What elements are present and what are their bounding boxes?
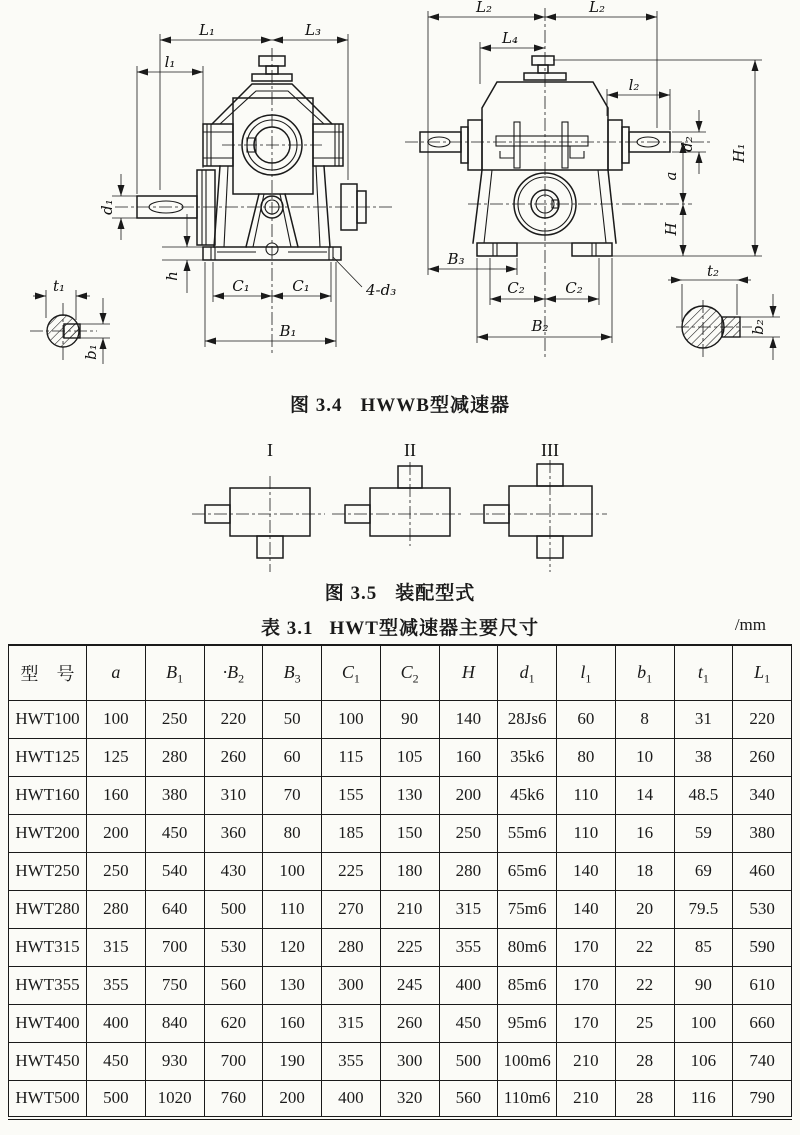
value-cell: 55m6 [498,814,557,852]
figure-3-5-caption [0,578,800,605]
value-cell: 130 [380,776,439,814]
column-header: $C_2$ [380,645,439,700]
table-row [9,928,792,966]
assembly-type-2-label: II [404,440,416,460]
value-cell: 355 [439,928,498,966]
value-cell: 100 [87,700,146,738]
value-cell: 140 [557,890,616,928]
model-cell: HWT125 [9,738,87,776]
table-row [9,1042,792,1080]
dim-label-L2a: L₂ [476,0,492,16]
value-cell: 25 [615,1004,674,1042]
value-cell: 160 [263,1004,322,1042]
value-cell: 790 [733,1080,792,1118]
value-cell: 530 [204,928,263,966]
dim-label-t2: t₂ [706,262,720,280]
table-row [9,700,792,738]
value-cell: 31 [674,700,733,738]
value-cell: 260 [380,1004,439,1042]
value-cell: 28Js6 [498,700,557,738]
value-cell: 100 [674,1004,733,1042]
value-cell: 315 [87,928,146,966]
dim-label-L1: L₁ [199,21,215,39]
value-cell: 200 [263,1080,322,1118]
table-row [9,890,792,928]
figure-3-4-title: HWWB型减速器 [360,395,510,416]
column-header: $d_1$ [498,645,557,700]
value-cell: 300 [380,1042,439,1080]
dim-label-H: H [662,222,680,236]
value-cell: 8 [615,700,674,738]
value-cell: 220 [733,700,792,738]
figure-3-4-number: 图 3.4 [290,395,343,416]
value-cell: 180 [380,852,439,890]
value-cell: 355 [322,1042,381,1080]
value-cell: 110 [557,776,616,814]
value-cell: 116 [674,1080,733,1118]
column-header: $L_1$ [733,645,792,700]
value-cell: 115 [322,738,381,776]
value-cell: 120 [263,928,322,966]
value-cell: 79.5 [674,890,733,928]
value-cell: 700 [204,1042,263,1080]
value-cell: 100m6 [498,1042,557,1080]
dim-label-t1: t₁ [52,277,66,295]
value-cell: 340 [733,776,792,814]
dim-label-B1: B₁ [279,322,297,340]
dimension-table [8,644,792,1120]
value-cell: 140 [439,700,498,738]
value-cell: 90 [674,966,733,1004]
value-cell: 250 [145,700,204,738]
value-cell: 170 [557,1004,616,1042]
value-cell: 400 [87,1004,146,1042]
value-cell: 320 [380,1080,439,1118]
value-cell: 355 [87,966,146,1004]
dim-label-C2b: C₂ [565,279,583,297]
value-cell: 10 [615,738,674,776]
value-cell: 140 [557,852,616,890]
value-cell: 450 [145,814,204,852]
value-cell: 130 [263,966,322,1004]
value-cell: 245 [380,966,439,1004]
value-cell: 22 [615,928,674,966]
value-cell: 38 [674,738,733,776]
value-cell: 105 [380,738,439,776]
value-cell: 540 [145,852,204,890]
column-header: $t_1$ [674,645,733,700]
value-cell: 160 [87,776,146,814]
value-cell: 28 [615,1042,674,1080]
gear-reducer-drawing [0,0,800,378]
dim-label-B2: B₂ [531,317,549,335]
dim-label-d1: d₁ [98,199,116,215]
assembly-type-2 [332,440,462,546]
model-cell: HWT500 [9,1080,87,1118]
value-cell: 70 [263,776,322,814]
model-cell: HWT280 [9,890,87,928]
value-cell: 85 [674,928,733,966]
value-cell: 106 [674,1042,733,1080]
value-cell: 85m6 [498,966,557,1004]
value-cell: 450 [87,1042,146,1080]
dim-label-h: h [163,271,181,281]
dim-label-H1: H₁ [730,143,748,163]
dimension-table-body [9,700,792,1118]
model-cell: HWT400 [9,1004,87,1042]
value-cell: 210 [557,1042,616,1080]
column-header: H [439,645,498,700]
value-cell: 80 [263,814,322,852]
value-cell: 930 [145,1042,204,1080]
table-row [9,1080,792,1118]
value-cell: 660 [733,1004,792,1042]
value-cell: 610 [733,966,792,1004]
value-cell: 280 [322,928,381,966]
model-cell: HWT250 [9,852,87,890]
value-cell: 225 [322,852,381,890]
model-cell: HWT450 [9,1042,87,1080]
table-row [9,776,792,814]
value-cell: 28 [615,1080,674,1118]
value-cell: 760 [204,1080,263,1118]
table-unit-label: /mm [734,615,766,634]
table-row [9,852,792,890]
dim-label-L4: L₄ [502,29,518,47]
table-3-1-number: 表 3.1 [261,618,314,639]
value-cell: 14 [615,776,674,814]
figure-3-5-title: 装配型式 [395,583,476,604]
value-cell: 740 [733,1042,792,1080]
column-header: $\cdot B_2$ [204,645,263,700]
value-cell: 500 [439,1042,498,1080]
dim-label-4-d3: 4-d₃ [366,281,397,299]
value-cell: 22 [615,966,674,1004]
value-cell: 280 [87,890,146,928]
value-cell: 360 [204,814,263,852]
column-header: $B_3$ [263,645,322,700]
dim-label-C1b: C₁ [292,277,310,295]
value-cell: 155 [322,776,381,814]
value-cell: 100 [263,852,322,890]
value-cell: 110m6 [498,1080,557,1118]
table-3-1-title-row [0,613,800,641]
assembly-type-1-label: I [267,440,273,460]
value-cell: 170 [557,966,616,1004]
value-cell: 620 [204,1004,263,1042]
column-header: $B_1$ [145,645,204,700]
model-cell: HWT355 [9,966,87,1004]
value-cell: 110 [557,814,616,852]
value-cell: 460 [733,852,792,890]
value-cell: 400 [322,1080,381,1118]
value-cell: 500 [204,890,263,928]
value-cell: 400 [439,966,498,1004]
column-header: a [87,645,146,700]
model-cell: HWT160 [9,776,87,814]
value-cell: 45k6 [498,776,557,814]
value-cell: 840 [145,1004,204,1042]
column-header: $l_1$ [557,645,616,700]
value-cell: 380 [145,776,204,814]
value-cell: 210 [380,890,439,928]
value-cell: 60 [557,700,616,738]
value-cell: 315 [439,890,498,928]
model-cell: HWT200 [9,814,87,852]
table-3-1-name: HWT型减速器主要尺寸 [329,618,539,639]
value-cell: 250 [87,852,146,890]
value-cell: 110 [263,890,322,928]
value-cell: 50 [263,700,322,738]
value-cell: 150 [380,814,439,852]
header-row [9,645,792,700]
value-cell: 20 [615,890,674,928]
value-cell: 700 [145,928,204,966]
table-row [9,1004,792,1042]
value-cell: 160 [439,738,498,776]
value-cell: 75m6 [498,890,557,928]
value-cell: 280 [439,852,498,890]
value-cell: 59 [674,814,733,852]
value-cell: 250 [439,814,498,852]
dimension-table-head [9,645,792,700]
column-header: $C_1$ [322,645,381,700]
value-cell: 65m6 [498,852,557,890]
value-cell: 430 [204,852,263,890]
side-view [405,0,780,360]
value-cell: 220 [204,700,263,738]
dim-label-a: a [662,171,680,181]
column-header: $b_1$ [615,645,674,700]
value-cell: 560 [204,966,263,1004]
value-cell: 280 [145,738,204,776]
assembly-type-3 [470,440,607,572]
dim-label-B3: B₃ [447,250,465,268]
value-cell: 60 [263,738,322,776]
table-3-1-title [0,613,800,640]
model-cell: HWT315 [9,928,87,966]
value-cell: 315 [322,1004,381,1042]
value-cell: 1020 [145,1080,204,1118]
assembly-type-1 [192,440,325,572]
value-cell: 310 [204,776,263,814]
value-cell: 500 [87,1080,146,1118]
value-cell: 560 [439,1080,498,1118]
value-cell: 35k6 [498,738,557,776]
value-cell: 225 [380,928,439,966]
table-row [9,966,792,1004]
value-cell: 640 [145,890,204,928]
dim-label-l2: l₂ [628,76,640,94]
dim-label-d2: d₂ [678,136,696,152]
dim-label-C2a: C₂ [507,279,525,297]
value-cell: 69 [674,852,733,890]
value-cell: 450 [439,1004,498,1042]
value-cell: 190 [263,1042,322,1080]
value-cell: 750 [145,966,204,1004]
value-cell: 18 [615,852,674,890]
dim-label-C1a: C₁ [232,277,250,295]
value-cell: 16 [615,814,674,852]
value-cell: 380 [733,814,792,852]
value-cell: 48.5 [674,776,733,814]
value-cell: 590 [733,928,792,966]
value-cell: 80m6 [498,928,557,966]
value-cell: 200 [439,776,498,814]
table-row [9,738,792,776]
assembly-types-drawing [0,438,800,578]
column-header: 型 号 [9,645,87,700]
value-cell: 300 [322,966,381,1004]
figure-3-5-number: 图 3.5 [324,583,378,604]
value-cell: 210 [557,1080,616,1118]
value-cell: 170 [557,928,616,966]
value-cell: 260 [204,738,263,776]
value-cell: 185 [322,814,381,852]
value-cell: 125 [87,738,146,776]
model-cell: HWT100 [9,700,87,738]
table-row [9,814,792,852]
value-cell: 95m6 [498,1004,557,1042]
value-cell: 100 [322,700,381,738]
value-cell: 90 [380,700,439,738]
dim-label-L2b: L₂ [589,0,605,16]
value-cell: 200 [87,814,146,852]
value-cell: 260 [733,738,792,776]
dim-label-b1: b₁ [82,344,100,360]
dim-label-L3: L₃ [305,21,321,39]
dim-label-l1: l₁ [164,53,176,71]
front-view [30,21,396,364]
value-cell: 270 [322,890,381,928]
figure-3-4-caption [0,390,800,417]
assembly-type-3-label: III [541,440,559,460]
value-cell: 80 [557,738,616,776]
value-cell: 530 [733,890,792,928]
dim-label-b2: b₂ [749,319,767,335]
